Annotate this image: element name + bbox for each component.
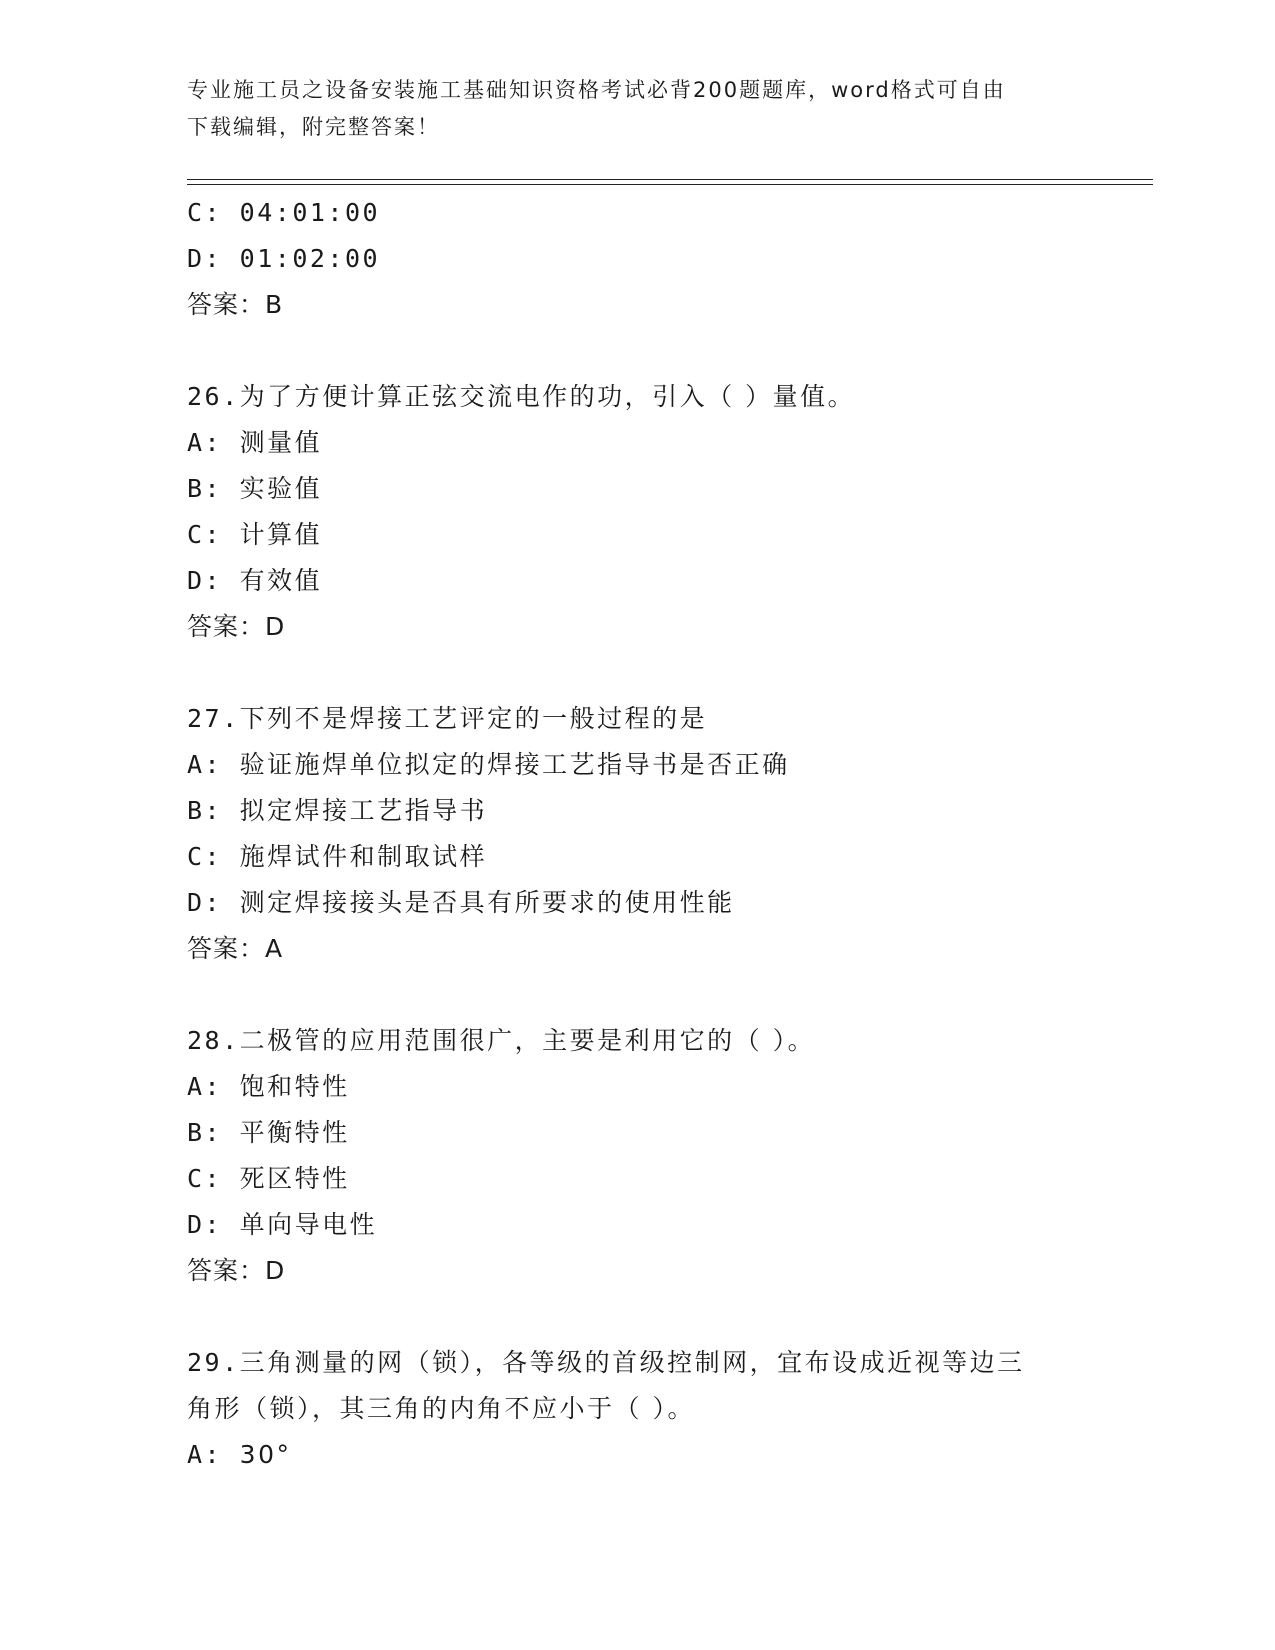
option-letter: A: [187, 428, 223, 457]
header-line-1: 专业施工员之设备安装施工基础知识资格考试必背200题题库，word格式可自由 [187, 78, 1006, 102]
question-28-option-d [187, 1202, 1153, 1248]
document-header [187, 72, 1087, 146]
option-text: 测定焊接接头是否具有所要求的使用性能 [239, 888, 735, 917]
header-divider-top [187, 179, 1153, 180]
question-number: 28. [187, 1026, 240, 1055]
question-26-option-c [187, 512, 1153, 558]
prev-option-d [187, 236, 1153, 282]
option-text: 实验值 [239, 474, 323, 503]
question-number: 26. [187, 382, 240, 411]
option-text: 测量值 [239, 428, 323, 457]
option-text: 04:01:00 [239, 198, 381, 227]
option-text: 平衡特性 [239, 1118, 350, 1147]
question-text: 下列不是焊接工艺评定的一般过程的是 [239, 704, 708, 733]
option-text: 验证施焊单位拟定的焊接工艺指导书是否正确 [239, 750, 790, 779]
question-27-option-d [187, 880, 1153, 926]
option-text: 饱和特性 [239, 1072, 350, 1101]
option-text: 30° [239, 1440, 292, 1469]
option-letter: B: [187, 796, 223, 825]
option-letter: A: [187, 1440, 223, 1469]
question-28-option-c [187, 1156, 1153, 1202]
option-letter: C: [187, 198, 223, 227]
question-text: 为了方便计算正弦交流电作的功，引入（ ）量值。 [239, 382, 856, 411]
option-text: 单向导电性 [239, 1210, 378, 1239]
option-text: 死区特性 [239, 1164, 350, 1193]
option-letter: C: [187, 1164, 223, 1193]
question-27-option-a [187, 742, 1153, 788]
question-29-option-a [187, 1432, 1153, 1478]
question-27-text [187, 696, 1153, 742]
question-text: 二极管的应用范围很广，主要是利用它的（ ）。 [239, 1026, 816, 1055]
prev-answer: 答案：B [187, 290, 284, 319]
question-29-text-line-1 [187, 1340, 1153, 1386]
question-number: 29. [187, 1348, 240, 1377]
option-text: 有效值 [239, 566, 323, 595]
question-28-text [187, 1018, 1153, 1064]
option-letter: A: [187, 1072, 223, 1101]
option-letter: D: [187, 1210, 223, 1239]
header-line-2: 下载编辑，附完整答案！ [187, 115, 440, 139]
option-letter: C: [187, 842, 223, 871]
question-list [187, 190, 1153, 1478]
option-letter: B: [187, 474, 223, 503]
option-letter: B: [187, 1118, 223, 1147]
question-28-option-b [187, 1110, 1153, 1156]
option-text: 计算值 [239, 520, 323, 549]
option-letter: D: [187, 888, 223, 917]
header-divider-bottom [187, 184, 1153, 185]
option-text: 拟定焊接工艺指导书 [239, 796, 488, 825]
question-29-text-line-2 [187, 1386, 1153, 1432]
option-letter: D: [187, 566, 223, 595]
question-26-option-a [187, 420, 1153, 466]
question-28-option-a [187, 1064, 1153, 1110]
option-text: 施焊试件和制取试样 [239, 842, 488, 871]
option-text: 01:02:00 [239, 244, 381, 273]
option-letter: C: [187, 520, 223, 549]
option-letter: A: [187, 750, 223, 779]
question-text: 角形（锁），其三角的内角不应小于（ ）。 [187, 1394, 695, 1423]
question-26-answer: 答案：D [187, 612, 286, 641]
question-27-option-c [187, 834, 1153, 880]
question-27-option-b [187, 788, 1153, 834]
question-27-answer: 答案：A [187, 934, 284, 963]
question-26-text [187, 374, 1153, 420]
question-28-answer: 答案：D [187, 1256, 286, 1285]
prev-option-c [187, 190, 1153, 236]
question-26-option-d [187, 558, 1153, 604]
option-letter: D: [187, 244, 223, 273]
question-26-option-b [187, 466, 1153, 512]
question-number: 27. [187, 704, 240, 733]
question-text: 三角测量的网（锁），各等级的首级控制网，宜布设成近视等边三 [239, 1348, 1025, 1377]
